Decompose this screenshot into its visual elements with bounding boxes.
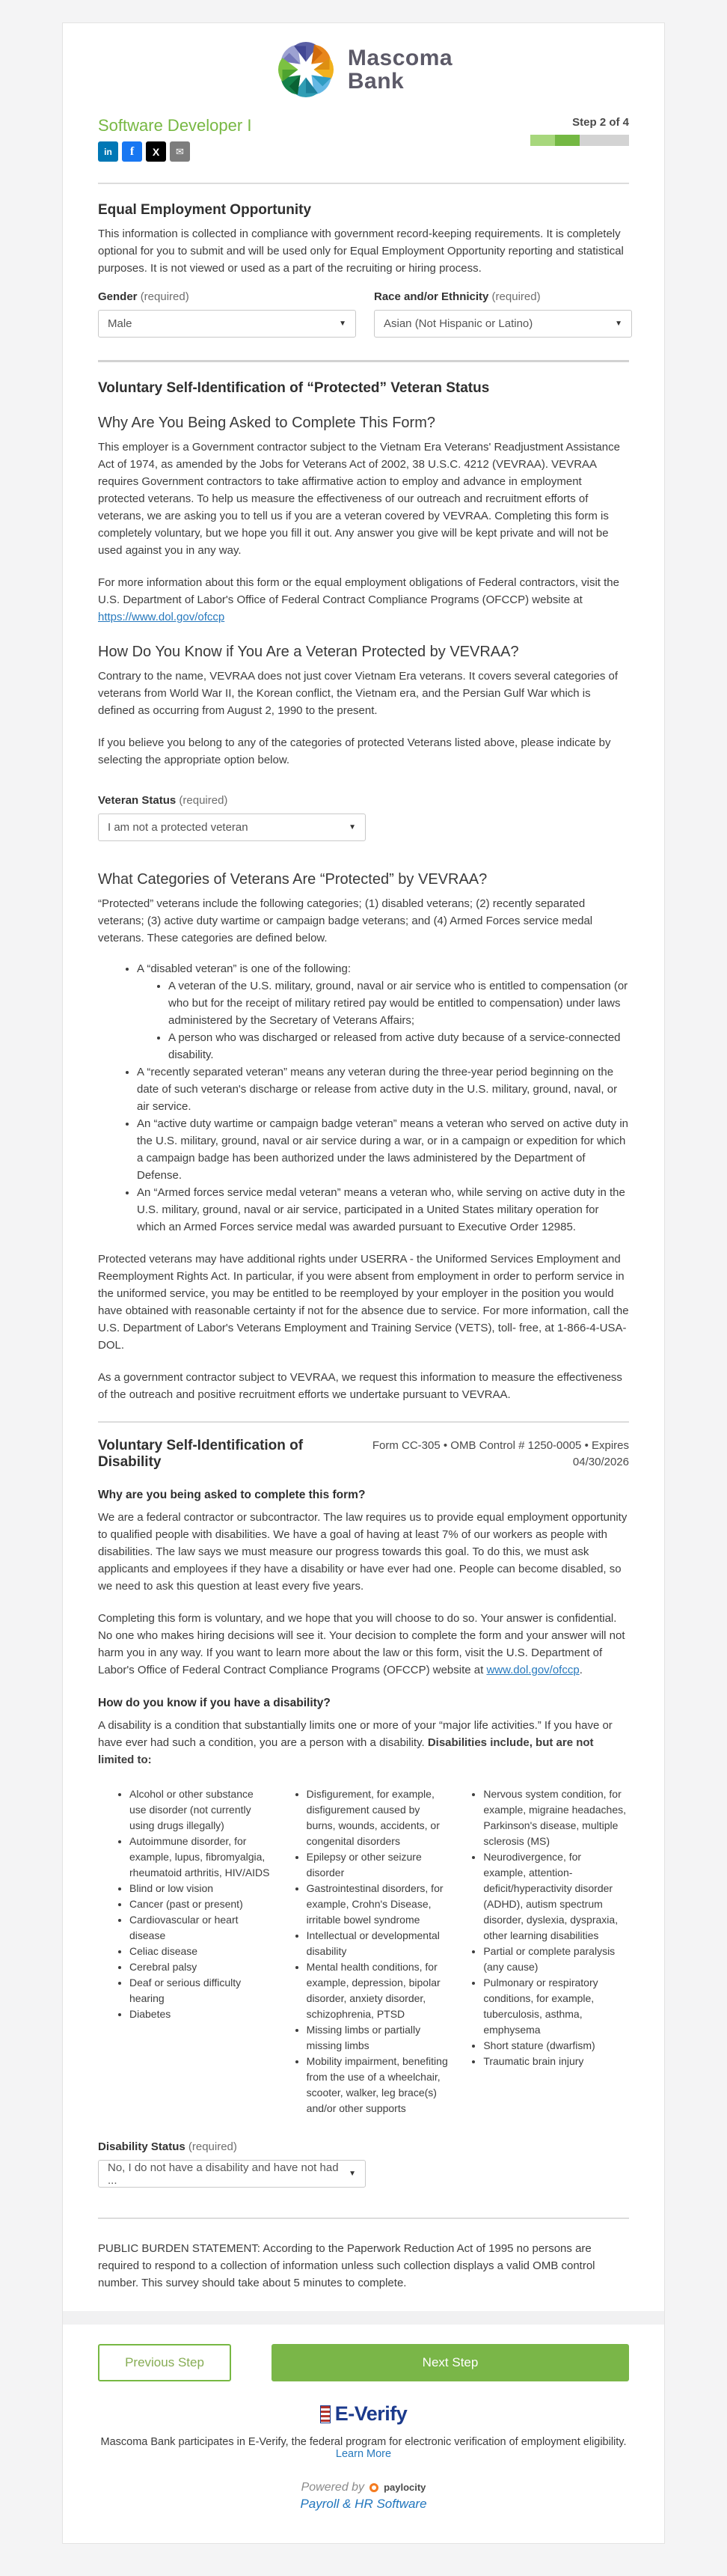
page-title: Software Developer I (98, 116, 252, 135)
chevron-down-icon: ▼ (349, 2170, 356, 2178)
list-item: • Traumatic brain injury (483, 2054, 626, 2069)
gov-contractor-paragraph: As a government contractor subject to VEVRAA, we request this information to measure the effectiveness of the outreach and positive recruitment efforts we undertake pursuant to VEVRAA. (98, 1371, 622, 1401)
disability-why-paragraph: We are a federal contractor or subcontractor. The law requires us to provide equal employment opportunity to qualified people with disabilities. We have a goal of having at least 7% of our workers as people with disabilities. The law says we must measure our progress towards this goal. To do this, we must ask applicants and employees if they have a disability or have ever had one. People can become disabled, so we need to ask this question at least every five years. (98, 1511, 628, 1593)
veteran-ofccp-paragraph: For more information about this form or the equal employment obligations of Federal contractors, visit the U.S. Department of Labor's Office of Federal Contract Compliance Programs (OFCCP) website at https://www.dol.gov/ofccp (98, 576, 619, 623)
list-item: • Epilepsy or other seizure disorder (307, 1849, 450, 1881)
gender-label: Gender (required) (98, 290, 189, 303)
progress-segment (530, 135, 555, 146)
list-item: • Cardiovascular or heart disease (129, 1912, 272, 1944)
veteran-how-paragraph: Contrary to the name, VEVRAA does not just cover Vietnam Era veterans. It covers several categories of veterans from World War II, the Korean conflict, the Vietnam era, and the Persian Gulf War which is defined as occurring from August 2, 1990 to the present. (98, 670, 619, 717)
progress-segment (555, 135, 580, 146)
list-item: • Cancer (past or present) (129, 1896, 272, 1912)
ofccp-link[interactable]: www.dol.gov/ofccp (486, 1664, 580, 1676)
email-icon[interactable]: ✉ (170, 141, 190, 162)
veteran-section-title: Voluntary Self-Identification of “Protected” Veteran Status (98, 380, 490, 396)
list-item: • Gastrointestinal disorders, for example, Crohn's Disease, irritable bowel syndrome (307, 1881, 450, 1928)
userra-paragraph: Protected veterans may have additional rights under USERRA - the Uniformed Services Employment and Reemployment Rights Act. In particular, if you were absent from employment in order to perform service in the uniformed service, you may be entitled to be reemployed by your employer in the position you would have obtained with reasonable certainty if not for the absence due to service. For more information, call the U.S. Department of Labor's Veterans Employment and Training Service (VETS), toll- free, at 1-866-4-USA-DOL. (98, 1253, 629, 1352)
list-item: • Mental health conditions, for example, depression, bipolar disorder, anxiety disorder, schizophrenia, PTSD (307, 1959, 450, 2022)
list-item: • Deaf or serious difficulty hearing (129, 1975, 272, 2006)
company-name: Mascoma Bank (347, 45, 453, 94)
chevron-down-icon: ▼ (615, 320, 622, 328)
eeo-form-row (98, 281, 629, 338)
list-item: • Mobility impairment, benefiting from the use of a wheelchair, scooter, walker, leg brace(s) and/or other supports (307, 2054, 450, 2116)
list-item: • Pulmonary or respiratory conditions, for example, tuberculosis, asthma, emphysema (483, 1975, 626, 2038)
race-label: Race and/or Ethnicity (required) (374, 290, 541, 303)
everify-flag-icon (320, 2405, 331, 2423)
list-item: • A veteran of the U.S. military, ground, naval or air service who is entitled to compensation (or who but for the receipt of military retired pay would be entitled to compensation) under laws administered by the Secretary of Veterans Affairs; (168, 977, 629, 1029)
mascoma-pinwheel-icon (274, 38, 337, 101)
company-logo (98, 34, 629, 101)
progress-bar (530, 135, 629, 146)
eeo-section-title: Equal Employment Opportunity (98, 202, 312, 218)
disability-status-label: Disability Status (required) (98, 2140, 237, 2153)
race-select[interactable]: Asian (Not Hispanic or Latino) ▼ (374, 310, 632, 338)
list-item: • Short stature (dwarfism) (483, 2038, 626, 2054)
list-item: • An “active duty wartime or campaign badge veteran” means a veteran who served on active duty in the U.S. military, ground, naval or air service during a war, or in a campaign or expedition for which a campaign badge has been authorized under the laws administered by the Department of Defense. (137, 1115, 629, 1184)
step-indicator: Step 2 of 4 (572, 116, 629, 129)
list-item: • Intellectual or developmental disability (307, 1928, 450, 1959)
disability-status-select[interactable]: No, I do not have a disability and have not had ... ▼ (98, 2160, 366, 2188)
veteran-categories-title: What Categories of Veterans Are “Protected” by VEVRAA? (98, 871, 488, 888)
paylocity-name: paylocity (384, 2482, 426, 2494)
linkedin-icon[interactable]: in (98, 141, 118, 162)
veteran-status-select[interactable]: I am not a protected veteran ▼ (98, 814, 366, 841)
disability-section-title: Voluntary Self-Identification of Disability (98, 1438, 304, 1470)
list-item: • Disfigurement, for example, disfigurement caused by burns, wounds, accidents, or congenital disorders (307, 1786, 450, 1849)
eeo-intro: This information is collected in compliance with government record-keeping requirements. It is completely optional for you to submit and will be used only for Equal Employment Opportunity reporting and statistical purposes. It is not viewed or used as a part of the recruiting or hiring process. (98, 228, 624, 275)
paylocity-icon (369, 2483, 378, 2492)
list-item: • Partial or complete paralysis (any cause) (483, 1944, 626, 1975)
disability-examples-list (98, 1786, 629, 2116)
chevron-down-icon: ▼ (339, 320, 346, 328)
section-divider (98, 2218, 629, 2219)
previous-step-button[interactable]: Previous Step (98, 2344, 231, 2381)
list-item: • A “recently separated veteran” means any veteran during the three-year period beginning on the date of such veteran's discharge or release from active duty in the U.S. military, ground, naval, or air service. (137, 1063, 629, 1115)
list-item: • An “Armed forces service medal veteran” means a veteran who, while serving on active duty in the U.S. military, ground, naval or air service, participated in a United States military operation for which an Armed Forces service medal was awarded pursuant to Executive Order 12985. (137, 1184, 629, 1236)
list-item: • Nervous system condition, for example, migraine headaches, Parkinson's disease, multiple sclerosis (MS) (483, 1786, 626, 1849)
list-item: • Diabetes (129, 2006, 272, 2022)
chevron-down-icon: ▼ (349, 823, 356, 831)
everify-statement: Mascoma Bank participates in E-Verify, the federal program for electronic verification of employment eligibility. Learn More (100, 2436, 627, 2460)
list-item: • A “disabled veteran” is one of the following: • A veteran of the U.S. military, ground, naval or air service who is entitled to compensation (or who but for the receipt of military retired pay would be entitled to compensation) under laws administered by the Secretary of Veterans Affairs; • A person who was discharged or released from active duty because of a service-connected disability. (137, 960, 629, 1063)
list-item: • Neurodivergence, for example, attention-deficit/hyperactivity disorder (ADHD), autism spectrum disorder, dyslexia, dyspraxia, other learning disabilities (483, 1849, 626, 1944)
veteran-why-paragraph: This employer is a Government contractor subject to the Vietnam Era Veterans' Readjustment Assistance Act of 1974, as amended by the Jobs for Veterans Act of 2002, 38 U.S.C. 4212 (VEVRAA). VEVRAA requires Government contractors to take affirmative action to employ and advance in employment protected veterans. To help us measure the effectiveness of our outreach and recruitment efforts of veterans, we are asking you to tell us if you are a veteran covered by VEVRAA. Completing this form is completely voluntary, but we hope you fill it out. Any answer you give will be kept private and will not be used against you in any way. (98, 441, 620, 557)
disability-definition-paragraph: A disability is a condition that substantially limits one or more of your “major life activities.” If you have or have ever had such a condition, you are a person with a disability. Disabilities include, but are not limited to: (98, 1719, 613, 1766)
powered-by-label: Powered by (301, 2481, 365, 2494)
x-icon[interactable]: X (146, 141, 166, 162)
job-header (98, 116, 629, 162)
veteran-categories-intro: “Protected” veterans include the following categories; (1) disabled veterans; (2) recently separated veterans; (3) active duty wartime or campaign badge veterans; and (4) Armed Forces service medal veterans. These categories are defined below. (98, 897, 593, 944)
gender-select[interactable]: Male ▼ (98, 310, 356, 338)
paylocity-footer (98, 2479, 629, 2513)
learn-more-link[interactable]: Learn More (335, 2448, 392, 2460)
navigation-buttons (98, 2344, 629, 2381)
veteran-why-title: Why Are You Being Asked to Complete This Form? (98, 415, 435, 431)
application-card (62, 22, 665, 2544)
disability-voluntary-paragraph: Completing this form is voluntary, and we hope that you will choose to do so. Your answer is confidential. No one who makes hiring decisions will see it. Your decision to complete the form and your answer will not harm you in any way. If you want to learn more about the law or this form, visit the U.S. Department of Labor's Office of Federal Contract Compliance Programs (OFCCP) website at www.dol.gov/ofccp. (98, 1612, 625, 1676)
list-item: • Blind or low vision (129, 1881, 272, 1896)
disability-column-2 (292, 1786, 450, 2116)
paylocity-tagline: Payroll & HR Software (300, 2496, 427, 2511)
progress-segment (580, 135, 604, 146)
progress-segment (604, 135, 629, 146)
section-divider (98, 183, 629, 184)
list-item: • A person who was discharged or released from active duty because of a service-connected disability. (168, 1029, 629, 1063)
section-divider (98, 360, 629, 362)
disability-column-3 (468, 1786, 626, 2116)
disability-why-title: Why are you being asked to complete this form? (98, 1489, 366, 1501)
list-item: • Alcohol or other substance use disorder (not currently using drugs illegally) (129, 1786, 272, 1834)
veteran-status-label: Veteran Status (required) (98, 794, 228, 807)
disability-column-1 (114, 1786, 272, 2116)
facebook-icon[interactable]: f (122, 141, 142, 162)
list-item: • Missing limbs or partially missing limbs (307, 2022, 450, 2054)
footer-separator-band (63, 2311, 664, 2325)
veteran-how-title: How Do You Know if You Are a Veteran Protected by VEVRAA? (98, 644, 519, 660)
section-divider (98, 1421, 629, 1423)
veteran-categories-list (98, 960, 629, 1236)
form-meta: Form CC-305 • OMB Control # 1250-0005 • Expires 04/30/2026 (372, 1439, 629, 1468)
disability-how-title: How do you know if you have a disability? (98, 1697, 331, 1709)
list-item: • Celiac disease (129, 1944, 272, 1959)
everify-logo: E-Verify (98, 2402, 629, 2426)
ofccp-link[interactable]: https://www.dol.gov/ofccp (98, 611, 225, 623)
list-item: • Autoimmune disorder, for example, lupus, fibromyalgia, rheumatoid arthritis, HIV/AIDS (129, 1834, 272, 1881)
share-buttons (98, 141, 251, 162)
veteran-select-hint: If you believe you belong to any of the categories of protected Veterans listed above, please indicate by selecting the appropriate option below. (98, 736, 611, 766)
public-burden-statement: PUBLIC BURDEN STATEMENT: According to the Paperwork Reduction Act of 1995 no persons are required to respond to a collection of information unless such collection displays a valid OMB control number. This survey should take about 5 minutes to complete. (98, 2242, 595, 2289)
next-step-button[interactable]: Next Step (272, 2344, 629, 2381)
list-item: • Cerebral palsy (129, 1959, 272, 1975)
